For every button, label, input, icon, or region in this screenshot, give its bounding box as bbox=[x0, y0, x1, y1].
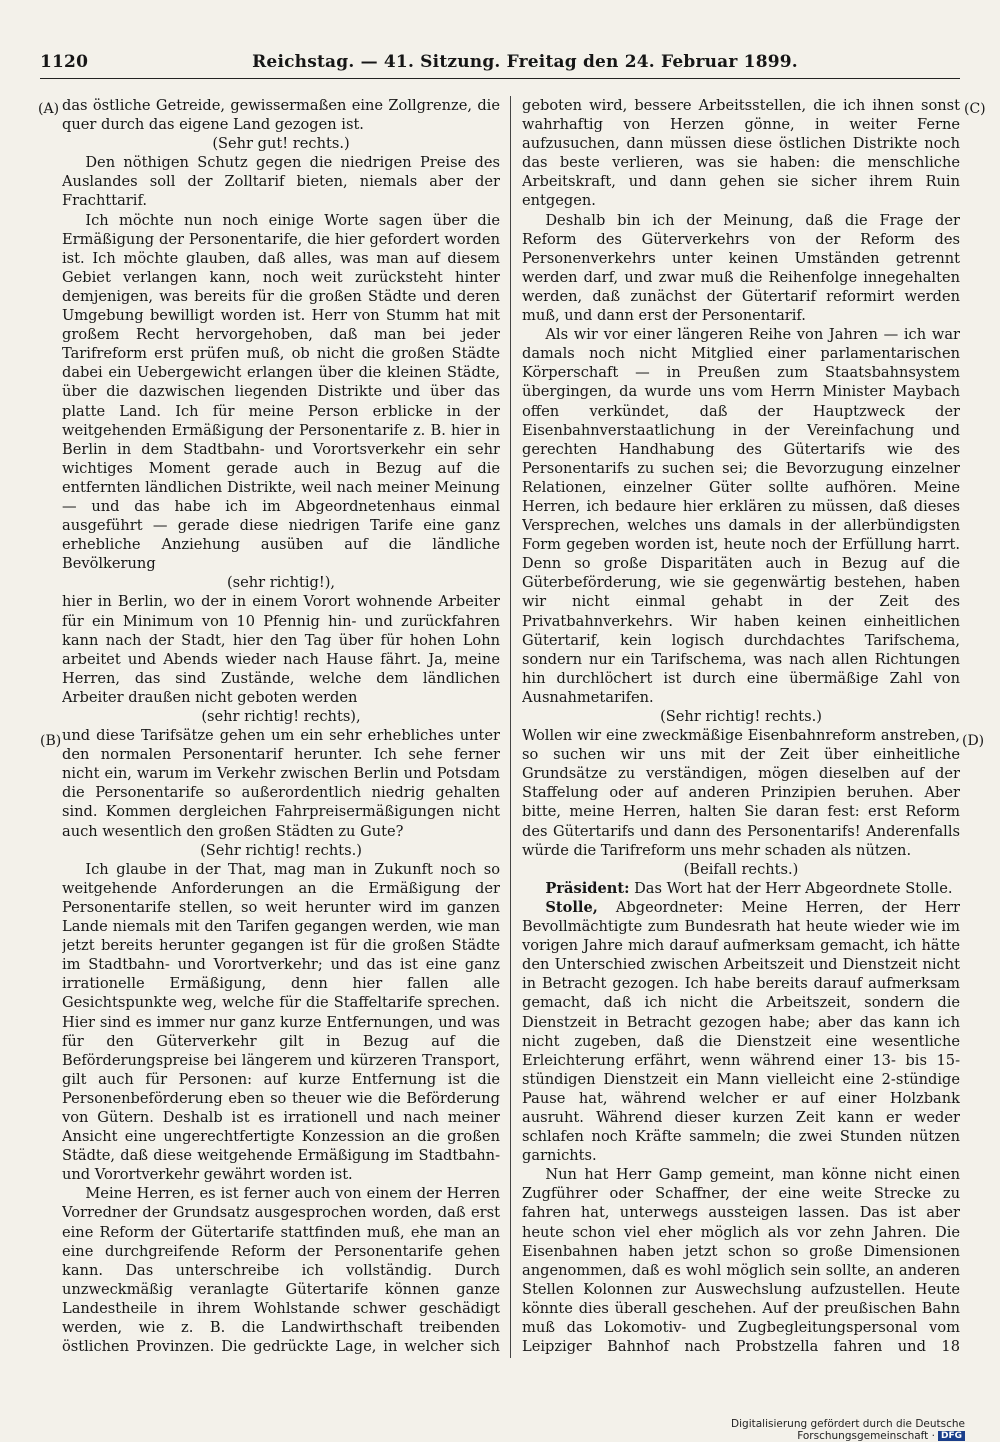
paragraph: Meine Herren, es ist ferner auch von einem der Herren Vorredner der Grundsatz ausgesprochen worden, daß erst eine Reform der Gütertarife stattfinden muß, ehe man an eine durchgreifende Reform der Personentarife gehen kann. Das unterschreibe ich vollständig. Durch unzweckmäßig veranlagte Gütertarife können ganze Landestheile in ihrem Wohlstande schwer geschädigt werden, wie z. B. die Landwirthschaft treibenden östlichen Provinzen. Die gedrückte Lage, in welcher sich bbox=[62, 1185, 500, 1356]
dfg-logo: DFG bbox=[938, 1431, 965, 1441]
header-rule bbox=[40, 78, 960, 79]
left-column bbox=[62, 96, 500, 1358]
margin-mark-d: (D) bbox=[962, 733, 985, 749]
paragraph: und diese Tarifsätze gehen um ein sehr erhebliches unter den normalen Personentarif herunter. Ich sehe ferner nicht ein, warum im Verkehr zwischen Berlin und Potsdam die Personentarife so außerordentlich niedrig gehalten sind. Kommen dergleichen Fahrpreisermäßigungen nicht auch wesentlich den großen Städten zu Gute? bbox=[62, 727, 500, 840]
paragraph: das östliche Getreide, gewissermaßen eine Zollgrenze, die quer durch das eigene Land gezogen ist. bbox=[62, 97, 500, 134]
paragraph: Deshalb bin ich der Meinung, daß die Frage der Reform des Güterverkehrs von der Reform des Personenverkehrs unter keinen Umständen getrennt werden darf, und zwar muß die Reihenfolge innegehalten werden, daß zunächst der Gütertarif reformirt werden muß, und dann erst der Personentarif. bbox=[522, 211, 960, 325]
paragraph: Ich glaube in der That, mag man in Zukunft noch so weitgehende Anforderungen an die Ermäßigung der Personentarife stellen, so weit herunter wird im ganzen Lande niemals mit den Tarifen gegangen werden, wie man jetzt bereits herunter gegangen ist für die großen Städte im Stadtbahn- und Vorortverkehr; und das ist eine ganz irrationelle Ermäßigung, denn hier fallen alle Gesichtspunkte weg, welche für die Staffeltarife sprechen. Hier sind es immer nur ganz kurze Entfernungen, und was für den Güterverkehr gilt in Bezug auf die Beförderungspreise bei längerem und kürzeren Transport, gilt auch für Personen: auf kurze Entfernung ist die Personenbeförderung eben so theuer wie die Beförderung von Gütern. Deshalb ist es irrationell und nach meiner Ansicht eine ungerechtfertigte Konzession an die großen Städte, daß diese weitgehende Ermäßigung im Stadtbahn- und Vorortverkehr gewährt worden ist. bbox=[62, 860, 500, 1184]
right-column bbox=[522, 96, 960, 1358]
paragraph: Den nöthigen Schutz gegen die niedrigen Preise des Auslandes soll der Zolltarif bieten, niemals aber der Frachttarif. bbox=[62, 154, 500, 210]
footer-text: Digitalisierung gefördert durch die Deutsche Forschungsgemeinschaft · bbox=[731, 1418, 965, 1442]
interjection: (sehr richtig!), bbox=[226, 574, 336, 592]
speaker-role: Abgeordneter: bbox=[615, 898, 724, 916]
paragraph: Wollen wir eine zweckmäßige Eisenbahnreform anstreben, so suchen wir uns mit der Zeit über einheitliche Grundsätze zu verständigen, mögen dieselben auf der Staffelung oder auf anderen Prinzipien beruhen. Aber bitte, meine Herren, halten Sie daran fest: erst Reform des Gütertarifs und dann des Personentarifs! Anderenfalls würde die Tarifreform uns mehr schaden als nützen. bbox=[522, 727, 960, 859]
interjection: (Beifall rechts.) bbox=[683, 860, 799, 878]
speaker-text: Meine Herren, der Herr Bevollmächtigte zum Bundesrath hat heute wieder wie im vorigen Jahre mich darauf aufmerksam gemacht, ich hätte den Unterschied zwischen Arbeitszeit und Dienstzeit nicht in Betracht gezogen. Ich habe bereits darauf aufmerksam gemacht, daß ich nicht die Arbeitszeit, sondern die Dienstzeit in Betracht gezogen habe; aber das kann ich nicht zugeben, daß die Dienstzeit eine wesentliche Erleichterung erfährt, wenn während einer 13- bis 15-stündigen Dienstzeit ein Mann vielleicht eine 2-stündige Pause hat, während welcher er auf einer Holzbank ausruht. Während dieser kurzen Zeit kann er weder schlafen noch Kräfte sammeln; die zwei Stunden nützen garnichts. bbox=[522, 898, 960, 1165]
speaker-text: Das Wort hat der Herr Abgeordnete Stolle. bbox=[634, 879, 953, 897]
page-title: Reichstag. — 41. Sitzung. Freitag den 24. Februar 1899. bbox=[252, 52, 798, 72]
page-number: 1120 bbox=[40, 52, 89, 72]
interjection: (Sehr richtig! rechts.) bbox=[200, 841, 362, 859]
paragraph: geboten wird, bessere Arbeitsstellen, die ich ihnen sonst wahrhaftig von Herzen gönne, in weiter Ferne aufzusuchen, dann müssen diese östlichen Distrikte noch das beste verlieren, was sie haben: die menschliche Arbeitskraft, und dann gehen sie sicher ihrem Ruin entgegen. bbox=[522, 97, 960, 210]
column-divider bbox=[510, 96, 511, 1358]
margin-mark-a: (A) bbox=[38, 101, 60, 117]
interjection: (Sehr gut! rechts.) bbox=[212, 135, 350, 153]
paragraph: Ich möchte nun noch einige Worte sagen über die Ermäßigung der Personentarife, die hier gefordert worden ist. Ich möchte glauben, daß alles, was man auf diesem Gebiet verlangen kann, noch weit zurücksteht hinter demjenigen, was bereits für die großen Städte und deren Umgebung bewilligt worden ist. Herr von Stumm hat mit großem Recht hervorgehoben, daß man bei jeder Tarifreform erst prüfen muß, ob nicht die großen Städte dabei ein Uebergewicht erlangen über die kleinen Städte, über die dazwischen liegenden Distrikte und über das platte Land. Ich für meine Person erblicke in der weitgehenden Ermäßigung der Personentarife z. B. hier in Berlin in dem Stadtbahn- und Vorortsverkehr ein sehr wichtiges Moment gerade auch in Bezug auf die entfernten ländlichen Distrikte, weil nach meiner Meinung — und das habe ich im Abgeordnetenhaus einmal ausgeführt — gerade diese niedrigen Tarife eine ganz erhebliche Anziehung ausüben auf die ländliche Bevölkerung bbox=[62, 211, 500, 573]
paragraph: Als wir vor einer längeren Reihe von Jahren — ich war damals noch nicht Mitglied einer parlamentarischen Körperschaft — in Preußen zum Staatsbahnsystem übergingen, da wurde uns vom Herrn Minister Maybach offen verkündet, daß der Hauptzweck der Eisenbahnverstaatlichung in der Vereinfachung und gerechten Handhabung des Gütertarifs wie des Personentarifs zu suchen sei; die Bevorzugung einzelner Relationen, einzelner Güter sollte aufhören. Meine Herren, ich bedaure hier erklären zu müssen, daß dieses Versprechen, welches uns damals in der allerbündigsten Form gegeben worden ist, heute noch der Erfüllung harrt. Denn so große Disparitäten auch in Bezug auf die Güterbeförderung, wie sie gegenwärtig bestehen, haben wir nicht einmal gehabt in der Zeit des Privatbahnverkehrs. Wir haben keinen einheitlichen Gütertarif, kein logisch durchdachtes Tarifschema, sondern nur ein Tarifschema, was nach allen Richtungen hin durchlöchert ist durch eine übermäßige Zahl von Ausnahmetarifen. bbox=[522, 326, 960, 706]
speaker-paragraph bbox=[522, 879, 960, 898]
interjection: (Sehr richtig! rechts.) bbox=[660, 708, 822, 725]
footer-credit bbox=[605, 1418, 965, 1442]
page-header bbox=[40, 52, 960, 74]
speaker-paragraph bbox=[522, 898, 960, 1165]
interjection: (sehr richtig! rechts), bbox=[201, 708, 361, 725]
paragraph: Nun hat Herr Gamp gemeint, man könne nicht einen Zugführer oder Schaffner, der eine weite Strecke zu fahren hat, unterwegs aussteigen lassen. Das ist aber heute schon viel eher möglich als vor zehn Jahren. Die Eisenbahnen haben jetzt schon so große Dimensionen angenommen, daß es wohl möglich sein sollte, an anderen Stellen Kolonnen zur Auswechslung aufzustellen. Heute könnte dies überall geschehen. Auf der preußischen Bahn muß das Lokomotiv- und Zugbegleitungspersonal vom Leipziger Bahnhof nach Probstzella fahren und 18 bbox=[522, 1166, 960, 1356]
speaker-president: Präsident: bbox=[545, 879, 630, 897]
margin-mark-c: (C) bbox=[964, 101, 986, 117]
margin-mark-b: (B) bbox=[40, 733, 62, 749]
speaker-stolle: Stolle, bbox=[545, 898, 598, 916]
paragraph: hier in Berlin, wo der in einem Vorort wohnende Arbeiter für ein Minimum von 10 Pfennig hin- und zurückfahren kann nach der Stadt, hier den Tag über für hohen Lohn arbeitet und Abends wieder nach Hause fährt. Ja, meine Herren, das sind Zustände, welche dem ländlichen Arbeiter draußen nicht geboten werden bbox=[62, 593, 500, 706]
